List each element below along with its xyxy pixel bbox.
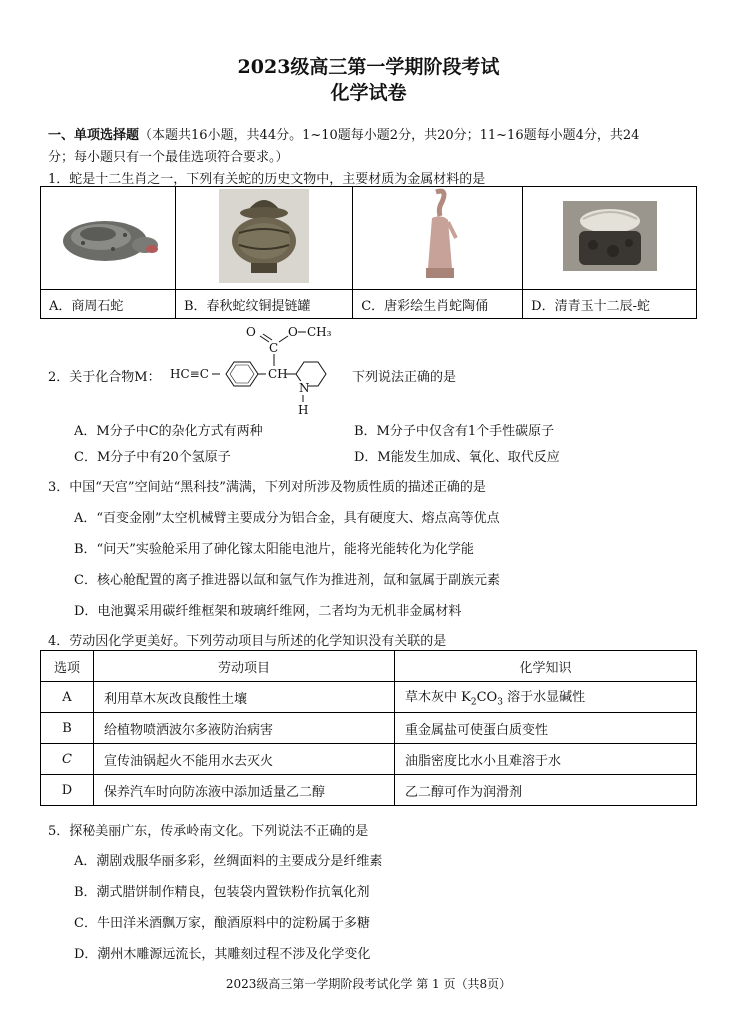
q4-stem: 4．劳动因化学更美好。下列劳动项目与所述的化学知识没有关联的是	[48, 634, 447, 649]
q2-option-a: A．M分子中C的杂化方式有两种	[74, 424, 263, 439]
carbonyl-c-label: C	[269, 341, 279, 355]
q1-option-c: C．唐彩绘生肖蛇陶俑	[353, 290, 523, 319]
q5-option-c: C．牛田洋米酒飘万家，酿酒原料中的淀粉属于多糖	[74, 916, 370, 931]
q4-row-c-knowledge: 油脂密度比水小且难溶于水	[395, 744, 697, 775]
q4-row-d-task: 保养汽车时向防冻液中添加适量乙二醇	[94, 775, 395, 806]
q4-row-b-option: B	[41, 713, 94, 744]
table-row	[41, 775, 697, 806]
q4-header-task: 劳动项目	[94, 651, 395, 682]
q2-stem-prefix: 2．关于化合物M：	[48, 370, 161, 385]
q4-row-a-knowledge	[395, 682, 697, 713]
q4-row-d-knowledge: 乙二醇可作为润滑剂	[395, 775, 697, 806]
q4-table	[40, 650, 697, 806]
q3-option-b: B．“问天”实验舱采用了砷化镓太阳能电池片，能将光能转化为化学能	[74, 542, 474, 557]
q3-option-d: D．电池翼采用碳纤维框架和玻璃纤维网，二者均为无机非金属材料	[74, 604, 462, 619]
methyl-label: CH₃	[307, 326, 332, 339]
q4-row-a-option: A	[41, 682, 94, 713]
q5-stem: 5．探秘美丽广东，传承岭南文化。下列说法不正确的是	[48, 824, 369, 839]
alkyne-label: HC≡C	[170, 367, 209, 381]
q5-option-a: A．潮剧戏服华丽多彩，丝绸面料的主要成分是纤维素	[74, 854, 383, 869]
bronze-jar-icon	[219, 189, 309, 283]
amine-n-label: N	[299, 381, 310, 395]
compound-m-structure	[166, 326, 342, 416]
section-desc-1: （本题共16小题，共44分。1~10题每小题2分，共20分；11~16题每小题4分，共24	[139, 128, 640, 143]
q1-option-d: D．清青玉十二辰-蛇	[523, 290, 697, 319]
q5-option-b: B．潮式腊饼制作精良，包装袋内置铁粉作抗氧化剂	[74, 885, 370, 900]
q4-row-c-task: 宣传油锅起火不能用水去灭火	[94, 744, 395, 775]
knowledge-sub-2: 3	[497, 697, 503, 708]
q2-option-c: C．M分子中有20个氢原子	[74, 450, 231, 465]
table-row	[41, 713, 697, 744]
q4-row-b-task: 给植物喷洒波尔多液防治病害	[94, 713, 395, 744]
q1-table	[40, 186, 697, 319]
q1-option-a: A．商周石蛇	[41, 290, 176, 319]
q4-row-a-task: 利用草木灰改良酸性土壤	[94, 682, 395, 713]
q4-header-option: 选项	[41, 651, 94, 682]
q1-option-b: B．春秋蛇纹铜提链罐	[175, 290, 352, 319]
amine-h-label: H	[298, 403, 309, 416]
q1-image-b	[175, 187, 352, 290]
carbonyl-o-label: O	[246, 326, 256, 339]
q1-image-c	[353, 187, 523, 290]
ester-o-label: O	[288, 326, 298, 339]
jade-snake-icon	[563, 201, 657, 271]
section-desc-2: 分；每小题只有一个最佳选项符合要求。）	[48, 150, 289, 165]
q1-image-d	[523, 187, 697, 290]
exam-subtitle: 化学试卷	[330, 82, 407, 104]
table-row	[41, 682, 697, 713]
ch-label: CH	[268, 367, 288, 381]
q1-image-a	[41, 187, 176, 290]
stone-snake-icon	[53, 201, 163, 271]
q3-option-c: C．核心舱配置的离子推进器以氙和氩气作为推进剂，氙和氩属于副族元素	[74, 573, 500, 588]
knowledge-text-3: 溶于水显碱性	[502, 690, 586, 706]
q4-row-d-option: D	[41, 775, 94, 806]
knowledge-sub-1: 2	[470, 697, 477, 708]
knowledge-text-1: 草木灰中 K	[405, 690, 471, 706]
pottery-figurine-icon	[408, 188, 468, 284]
q4-row-c-option: C	[41, 744, 94, 775]
q4-header-knowledge: 化学知识	[395, 651, 697, 682]
q1-stem: 1．蛇是十二生肖之一，下列有关蛇的历史文物中，主要材质为金属材料的是	[48, 172, 486, 187]
q2-stem-suffix: 下列说法正确的是	[352, 370, 457, 385]
q5-option-d: D．潮州木雕源远流长，其雕刻过程不涉及化学变化	[74, 947, 371, 962]
q3-stem: 3．中国“天宫”空间站“黑科技”满满，下列对所涉及物质性质的描述正确的是	[48, 480, 486, 495]
q2-option-b: B．M分子中仅含有1个手性碳原子	[354, 424, 555, 439]
q2-option-d: D．M能发生加成、氧化、取代反应	[354, 450, 560, 465]
section-title: 一、单项选择题	[48, 128, 140, 143]
q3-option-a: A．“百变金刚”太空机械臂主要成分为铝合金，具有硬度大、熔点高等优点	[74, 511, 500, 526]
exam-title: 2023级高三第一学期阶段考试	[237, 56, 500, 78]
page-footer: 2023级高三第一学期阶段考试化学 第 1 页（共8页）	[225, 977, 512, 991]
table-row	[41, 744, 697, 775]
knowledge-text-2: CO	[476, 690, 498, 706]
q4-row-b-knowledge: 重金属盐可使蛋白质变性	[395, 713, 697, 744]
section-heading	[48, 124, 639, 143]
